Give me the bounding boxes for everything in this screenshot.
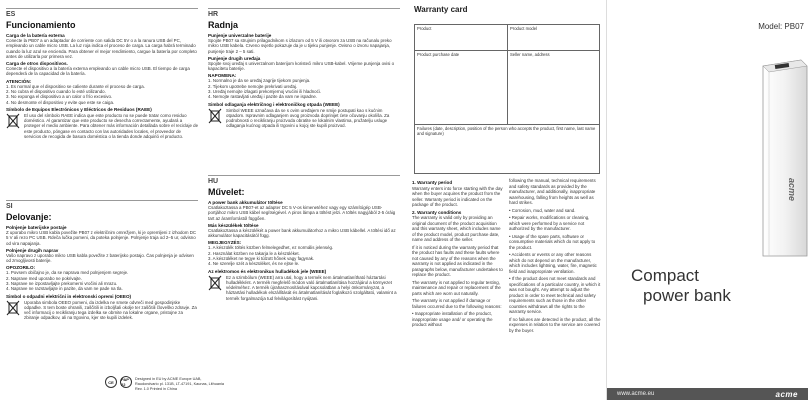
- weee-block: [6, 113, 198, 139]
- bullet-text: Repair works, modifications or cleaning, which were performed by a service not authorized by the manufacturer.: [509, 215, 590, 231]
- subheading: 2. Warranty conditions: [412, 209, 462, 215]
- lang-code: ES: [6, 8, 198, 18]
- weee-block: [6, 300, 198, 321]
- bullet-text: Corrosion, mud, water and sand.: [511, 207, 576, 213]
- weee-bin-icon: [208, 275, 222, 291]
- section-title: Radnja: [208, 20, 239, 30]
- bullet-item: • Repair works, modifications or cleaning, which were performed by a service not authorized by the manufacturer.: [509, 215, 590, 231]
- list-item: 2. Tijekom upotrebe nemojte prekrivati uređaj.: [208, 83, 298, 89]
- paragraph: El uso del símbolo RAEE indica que este producto no se puede tratar como residuo doméstico. Al garantizar que este producto se desecha correctamente, ayudará a proteger el medio ambiente. Para obtener más información detallada sobre el reciclaje de este producto, póngase en contacto con las autoridades locales, el proveedor de servicios de recogida de basura doméstica o la tienda donde adquirió el producto.: [24, 112, 199, 139]
- list-item: 2. Naprave med uporabo ne pokrivajte.: [6, 275, 82, 281]
- bullet-text: If the product does not meet standards and specifications of a particular country, in which it was not bought. Any attempt to adjust the product in order to meet technical and safety requirements such as those in the other countries withdraws all the rights to the warranty service.: [509, 276, 601, 314]
- footer-line: Rev. 1.0 Printed in China: [135, 387, 177, 392]
- seller-field[interactable]: Seller name, address: [510, 52, 550, 57]
- paragraph: Z uporabo mikro USB kabla povežite PB07 z električnim omrežjem, ki je opremljeni z izhodom DC 5 V ali rezo PC USB. Rdeča lučka pomeni, da poteka polnjenje. Polnjenje traja od 2–5 ur, odvisno od vira napajanja.: [6, 230, 197, 246]
- paragraph: Uporaba simbola OEEO pomeni, da izdelka ne smete odvreči med gospodinjske odpadke. S tem boste ohranili, zaščitili in izboljšali okolje ter zaščitili človeško zdravje. Za več informacij o recikliranju tega izdelka se obrnite na lokalne organe, pristojne za zbiranje odpadkov, ali na trgovino, kjer ste kupili izdelek.: [24, 299, 197, 321]
- list-item: 3. Uređaj nemojte izlagati prekomjernoj vrućini ili hladnoći.: [208, 88, 321, 94]
- lang-code: SI: [6, 200, 198, 210]
- section-title: Művelet:: [208, 187, 245, 197]
- footer-line: Raudondvario pl. 131B, LT-47191, Kaunas, Lithuania: [135, 382, 225, 387]
- subheading: Carga de la batería externa: [6, 33, 65, 38]
- list-item: 3. No exponga el dispositivo a un calor o frío excesivo.: [6, 94, 113, 100]
- paragraph: Warranty enters into force starting with the day when the buyer acquires the product from the seller. Warranty period is indicated on the package of the product.: [412, 185, 503, 208]
- list-item: 2. Használat közben ne takarja le a készüléket.: [208, 250, 300, 256]
- bullet-text: Inappropriate installation of the product, inappropriate usage and/ or operating the product without: [412, 311, 493, 328]
- product-title-line1: Compact: [631, 266, 700, 285]
- list-item: 3. Naprave ne izpostavljajte prekomerni vročini ali mrazu.: [6, 280, 118, 286]
- product-field[interactable]: Product: [415, 25, 508, 50]
- paragraph: Conecte la PB07 a un adaptador de corriente con salida DC 5V o a la ranura USB del PC, empleando un cable micro USB. La luz roja indica el proceso de carga. La carga habrá terminado cuando la luz azul se encienda. Para obtener el mejor rendimiento, cargue la batería por completo antes de utilizarla por primera vez.: [6, 38, 197, 59]
- paragraph: Conecte el dispositivo a la batería externa empleando un cable micro USB. El tiempo de carga dependerá de la capacidad de la batería.: [6, 66, 190, 77]
- lang-code: HU: [208, 175, 400, 185]
- weee-bin-icon: [208, 108, 222, 124]
- bullet-item: • Inappropriate installation of the product, inappropriate usage and/ or operating the product without: [412, 311, 493, 328]
- paragraph: The warranty is not applied to regular testing, maintenance and repair or replacement of the parts which are worn out naturally.: [412, 279, 501, 296]
- power-bank-image: [749, 58, 808, 258]
- subheading: 1. Warranty period: [412, 180, 453, 185]
- bullet-item: • Usage of the spare parts, software or consumptive materials which do not apply to the product.: [509, 233, 596, 250]
- section-hr: [208, 8, 400, 129]
- section-title: Delovanje:: [6, 212, 52, 222]
- weee-bin-icon: [6, 300, 20, 316]
- paragraph: Csatlakoztassa a PB07-et az adapter DC 5 V-os kimenetéhez vagy egy számítógép USB-portjához mikro USB kábel segítségével. A piros lámpa a töltést jelzi. A töltés nagyjából 2-5 óráig tart az áramforrástól függően.: [208, 205, 396, 221]
- paragraph: If it is noticed during the warranty period that the product has faults and these faults where not caused by any of the reasons when the warranty is not applied as indicated in the paragraphs below, manufacturer undertakes to replace the product.: [412, 244, 503, 278]
- section-hu: [208, 175, 400, 301]
- paragraph: The warranty is valid only by providing an original document of the product acquisition and this warranty sheet, which includes name of the product model, product purchase date, name and address of the seller.: [412, 215, 501, 243]
- recycle-mark-icon: PAP 22: [120, 376, 132, 388]
- paragraph: If no failures are detected in the product, all the expenses in relation to the service are covered by the buyer.: [509, 316, 601, 333]
- paragraph: Vašo napravo z uporabo mikro USB kabla povežite z baterijsko postajo. Čas polnjenja je odvisen od zmogljivosti baterije.: [6, 252, 194, 264]
- model-label: Model: PB07: [758, 22, 804, 31]
- warranty-page: [404, 0, 606, 400]
- footer-text: [135, 377, 224, 392]
- subheading: Punjenje univerzalne baterije: [208, 33, 272, 38]
- paragraph: Spojite PB07 sa strujnim prilagodnikom s izlazom od 5 V ili otvorom za USB na računalu preko mikro USB kabela. Crveno svjetlo pokazuje da je u tijeku punjenje. Ovisno o izvoru napajanja, punjenje traje 2 – 5 sati.: [208, 38, 392, 54]
- list-item: 1. A készülék töltés közben felmelegedhet, ez normális jelenség.: [208, 245, 334, 251]
- list-item: 4. Nemojte rastavljati uređaj i pazite da vam ne ispadne.: [208, 94, 318, 100]
- bullet-text: Usage of the spare parts, software or consumptive materials which do not apply to the product.: [509, 233, 596, 250]
- list-item: 2. No cubra el dispositivo cuando lo esté utilizando.: [6, 88, 106, 94]
- paragraph: Spojite svoj uređaj s univerzalnom baterijom koristeći mikro USB-kabel. Vrijeme punjenja ovisi o kapacitetu baterije.: [208, 60, 395, 72]
- form-row: [415, 125, 599, 173]
- subheading: Más készülékek töltése: [208, 222, 259, 228]
- subheading: Punjenje drugih uređaja: [208, 55, 261, 61]
- bullet-item: • Accidents or events or any other reasons which do not depend on the manufacturer, which includes lightning, water, fire, magnetic field and inappropriate ventilation.: [509, 252, 597, 274]
- manual-page-es-si: [0, 0, 202, 400]
- warranty-title: Warranty card: [414, 5, 468, 14]
- list-item: 4. Ne szerelje szét a készüléket, és ne ejtse le.: [208, 261, 300, 267]
- list-item: 1. Es normal que el dispositivo se caliente durante el proceso de carga.: [6, 83, 145, 89]
- paragraph: Simbol WEEE označava da se s ovim uređajem ne smije postupati kao s kućnim otpadom. Ispravnim odlaganjem ovog proizvoda doprinijet ćete očuvanju okoliša. Za podrobnosti o recikliranju proizvoda obratite se lokalnim vlastima, pružatelju usluge odlaganja kućnog otpada ili trgovini u kojoj ste kupili proizvod.: [226, 107, 390, 129]
- weee-block: [208, 108, 400, 129]
- paragraph: Csatlakoztassa a készülékét a power bank akkumulátorhoz a mikro USB kábellel. A töltési idő az akkumulátor kapacitásától függ.: [208, 227, 396, 239]
- subheading: Az elektromos és elektronikus hulladékok jele (WEEE): [208, 268, 327, 274]
- section-es: [6, 8, 198, 139]
- purchase-date-field[interactable]: Product purchase date: [415, 51, 508, 124]
- failures-field[interactable]: Failures (date, description, position of the person who accepts the product, first name, last name and signature): [417, 126, 596, 136]
- form-row: [415, 25, 599, 51]
- warranty-col-right: [509, 178, 601, 335]
- section-title: Funcionamiento: [6, 20, 76, 30]
- subheading: Simbol odlaganja električnog i elektroničkog otpada (WEEE): [208, 101, 340, 107]
- bullet-item: • If the product does not meet standards and specifications of a particular country, in which it was not bought. Any attempt to adjust the product in order to meet technical and safety requirements such as those in the other countries withdraws all the rights to the warranty service.: [509, 276, 601, 314]
- subheading: NAPOMENA:: [208, 73, 237, 79]
- subheading: Símbolo de Equipos Electrónicos y Eléctricos de Residuos (RAEE): [6, 106, 152, 112]
- subheading: Carga de otros dispositivos.: [6, 61, 68, 67]
- weee-bin-icon: [6, 113, 20, 129]
- subheading: MEGJEGYZÉS:: [208, 240, 242, 246]
- list-item: 3. A készüléket ne tegye ki túlzott hőnek vagy fagynak.: [208, 255, 315, 261]
- subheading: OPOZORILO:: [6, 265, 36, 271]
- subheading: Simbol o odpadni električni in elektronski opremi (OEEO): [6, 293, 132, 299]
- paragraph: Ez a szimbólum (WEEE) arra utal, hogy a termék nem ártalmatlanítható háztartási hulladékként. A termék megfelelő módon való ártalmatlanítása hozzájárul a környezet védelméhez. A termék újrahasznosításával kapcsolatban a helyi önkormányzat, a háztartási hulladékok elszállítását és ártalmatlanítását foglalkozó szolgáltató, valamint a termék forgalmazója tud felvilágosítást nyújtani.: [226, 274, 397, 301]
- footer-bar: [607, 388, 808, 400]
- paragraph: The warranty is not applied if damage or failures occurred due to the following reasons:: [412, 298, 502, 309]
- cover-page: [606, 0, 808, 400]
- subheading: Polnjenje baterijske postaje: [6, 225, 67, 230]
- subheading: A power bank akkumulátor töltése: [208, 200, 283, 205]
- list-item: 1. Normalno je da se uređaj zagrije tijekom punjenja.: [208, 78, 311, 84]
- device-logo: acme: [787, 178, 797, 202]
- section-si: [6, 200, 198, 321]
- list-item: 4. Naprave ne razstavljajte in pazite, da vam ne pade na tla.: [6, 286, 123, 292]
- list-item: 1. Povsem običajno je, da se naprava med polnjenjem segreje.: [6, 270, 129, 276]
- ce-mark-icon: CE: [105, 376, 117, 388]
- bullet-item: • Corrosion, mud, water and sand.: [509, 207, 576, 213]
- weee-block: [208, 275, 400, 301]
- manual-page-hr-hu: [202, 0, 404, 400]
- form-row: [415, 51, 599, 125]
- product-title-line2: power bank: [643, 286, 731, 305]
- footer-line: Designed in EU by ACME Europe UAB,: [135, 377, 202, 382]
- website-link[interactable]: www.acme.eu: [617, 391, 655, 397]
- warranty-form: [414, 24, 600, 174]
- subheading: Polnjenje drugih naprav: [6, 247, 59, 253]
- certification-marks: [105, 376, 132, 388]
- lang-code: HR: [208, 8, 400, 18]
- list-item: 4. No desmonte el dispositivo y evite que este se caiga.: [6, 99, 115, 105]
- bullet-text: Accidents or events or any other reasons which do not depend on the manufacturer, which includes lightning, water, fire, magnetic field and inappropriate ventilation.: [509, 252, 597, 274]
- paragraph: following the manual, technical requirements and safety standards as provided by the manufacturer, and additionally, inappropriate warehousing, falling from heights as well as hard strikes.: [509, 178, 596, 205]
- acme-logo: acme: [775, 389, 798, 399]
- subheading: ATENCIÓN:: [6, 78, 32, 84]
- warranty-col-left: [412, 178, 504, 330]
- product-model-field[interactable]: Product model: [510, 26, 537, 31]
